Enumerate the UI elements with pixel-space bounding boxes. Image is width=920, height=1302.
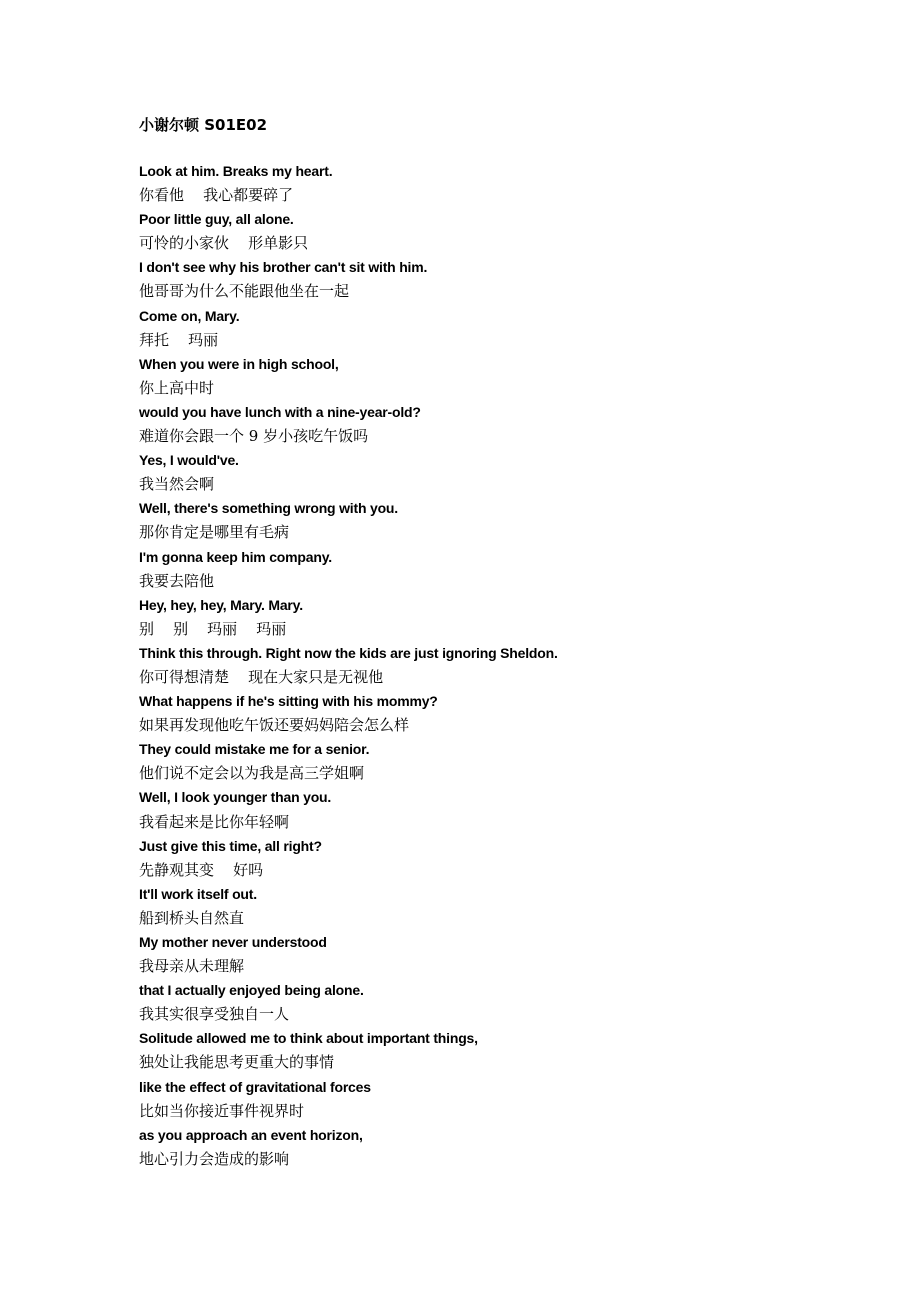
subtitle-english-line: What happens if he's sitting with his mommy?: [139, 693, 438, 710]
subtitle-chinese-line: 我其实很享受独自一人: [139, 1005, 290, 1024]
subtitle-english-line: They could mistake me for a senior.: [139, 741, 370, 758]
subtitle-english-line: Come on, Mary.: [139, 307, 240, 324]
subtitle-english-line: Yes, I would've.: [139, 452, 239, 469]
subtitle-chinese-line: 我母亲从未理解: [139, 957, 245, 976]
subtitle-chinese-line: 船到桥头自然直: [139, 908, 245, 927]
subtitle-english-line: Just give this time, all right?: [139, 837, 322, 854]
subtitle-english-line: as you approach an event horizon,: [139, 1126, 363, 1143]
subtitle-chinese-line: 你看他 我心都要碎了: [139, 186, 294, 205]
subtitle-english-line: Well, I look younger than you.: [139, 789, 332, 806]
subtitle-chinese-line: 你可得想清楚 现在大家只是无视他: [139, 667, 384, 686]
subtitle-chinese-line: 我当然会啊: [139, 475, 215, 494]
subtitle-list: [139, 159, 859, 1171]
document-title: 小谢尔顿 S01E02: [139, 116, 268, 134]
subtitle-chinese-line: 如果再发现他吃午饭还要妈妈陪会怎么样: [139, 716, 410, 735]
subtitle-chinese-line: 他哥哥为什么不能跟他坐在一起: [139, 282, 350, 301]
subtitle-english-line: that I actually enjoyed being alone.: [139, 982, 364, 999]
subtitle-english-line: Well, there's something wrong with you.: [139, 500, 398, 517]
subtitle-english-line: It'll work itself out.: [139, 885, 257, 902]
subtitle-english-line: Look at him. Breaks my heart.: [139, 163, 333, 179]
subtitle-english-line: I don't see why his brother can't sit with him.: [139, 259, 428, 276]
subtitle-chinese-line: 独处让我能思考更重大的事情: [139, 1053, 335, 1072]
subtitle-english-line: Solitude allowed me to think about important things,: [139, 1030, 478, 1047]
subtitle-chinese-line: 先静观其变 好吗: [139, 860, 264, 879]
subtitle-english-line: like the effect of gravitational forces: [139, 1078, 371, 1095]
subtitle-chinese-line: 拜托 玛丽: [139, 330, 219, 349]
subtitle-english-line: Think this through. Right now the kids are just ignoring Sheldon.: [139, 644, 558, 661]
subtitle-chinese-line: 难道你会跟一个 9 岁小孩吃午饭吗: [139, 427, 369, 446]
subtitle-english-line: would you have lunch with a nine-year-old?: [139, 403, 421, 420]
subtitle-chinese-line: 比如当你接近事件视界时: [139, 1101, 305, 1120]
subtitle-english-line: Hey, hey, hey, Mary. Mary.: [139, 596, 303, 613]
subtitle-english-line: Poor little guy, all alone.: [139, 211, 294, 228]
subtitle-chinese-line: 地心引力会造成的影响: [139, 1149, 290, 1168]
subtitle-chinese-line: 那你肯定是哪里有毛病: [139, 523, 290, 542]
subtitle-chinese-line: 我看起来是比你年轻啊: [139, 812, 290, 831]
subtitle-chinese-line: 别 别 玛丽 玛丽: [139, 619, 287, 638]
subtitle-chinese-line: 你上高中时: [139, 378, 215, 397]
subtitle-chinese-line: 我要去陪他: [139, 571, 215, 590]
subtitle-english-line: My mother never understood: [139, 934, 327, 950]
subtitle-english-line: When you were in high school,: [139, 355, 339, 372]
subtitle-english-line: I'm gonna keep him company.: [139, 548, 332, 565]
subtitle-chinese-line: 他们说不定会以为我是高三学姐啊: [139, 764, 365, 783]
subtitle-chinese-line: 可怜的小家伙 形单影只: [139, 234, 309, 253]
